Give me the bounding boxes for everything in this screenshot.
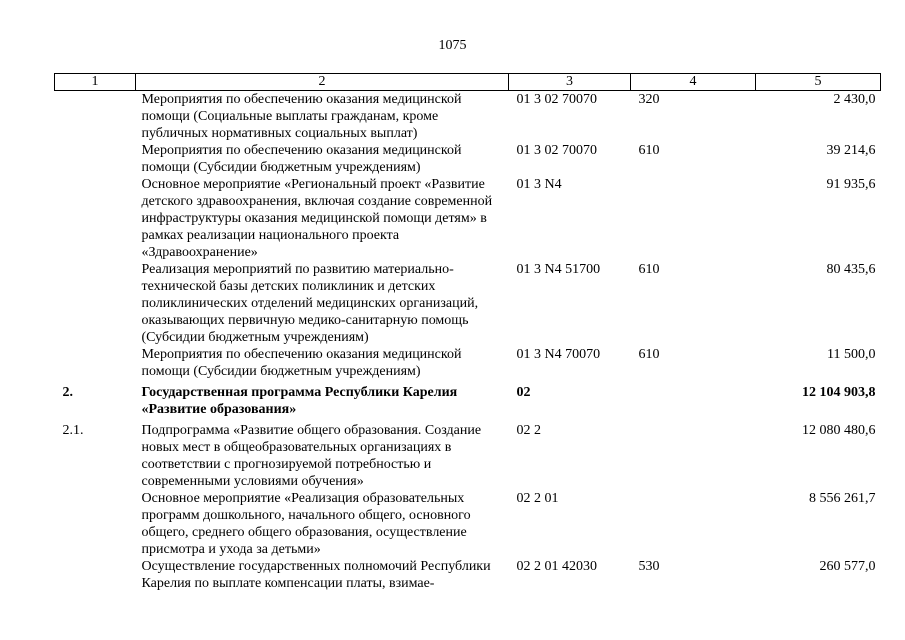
table-row xyxy=(55,490,881,558)
cell-code: 02 xyxy=(516,385,531,400)
table-row xyxy=(55,418,881,490)
cell-name: Основное мероприятие «Реализация образовательных программ дошкольного, начального общего, основного общего, среднего общего образования, осуществление присмотра и ухода за детьми» xyxy=(141,491,471,557)
header-col-2: 2 xyxy=(136,74,509,91)
cell-code: 02 2 xyxy=(516,423,541,438)
cell-name: Мероприятия по обеспечению оказания медицинской помощи (Субсидии бюджетным учреждениям) xyxy=(141,347,462,379)
cell-type xyxy=(631,418,756,490)
cell-num xyxy=(55,558,136,592)
cell-code: 01 3 N4 51700 xyxy=(516,262,601,277)
header-col-4: 4 xyxy=(631,74,756,91)
cell-amount: 2 430,0 xyxy=(833,92,876,107)
cell-name: Мероприятия по обеспечению оказания медицинской помощи (Социальные выплаты гражданам, кроме публичных нормативных социальных выплат) xyxy=(141,92,462,141)
cell-type: 610 xyxy=(638,262,660,277)
cell-num xyxy=(55,261,136,346)
cell-type xyxy=(631,380,756,418)
cell-name: Основное мероприятие «Региональный проект «Развитие детского здравоохранения, включая создание современной инфраструктуры оказания медицинской помощи детям» в рамках реализации национального проекта «Здравоохранение» xyxy=(141,177,493,260)
cell-num xyxy=(55,346,136,380)
cell-type xyxy=(631,490,756,558)
cell-name: Мероприятия по обеспечению оказания медицинской помощи (Субсидии бюджетным учреждениям) xyxy=(141,143,462,175)
header-col-5: 5 xyxy=(756,74,881,91)
table-row xyxy=(55,261,881,346)
cell-type: 320 xyxy=(638,92,660,107)
cell-num: 2. xyxy=(62,385,73,400)
table-body xyxy=(55,91,881,593)
cell-code: 01 3 N4 xyxy=(516,177,562,192)
cell-name: Реализация мероприятий по развитию материально-технической базы детских поликлиник и детских поликлинических отделений медицинских организаций, оказывающих первичную медико-санитарную помощь (Субсидии бюджетным учреждениям) xyxy=(141,262,479,345)
cell-type: 610 xyxy=(638,143,660,158)
cell-num xyxy=(55,490,136,558)
cell-type xyxy=(631,176,756,261)
cell-amount: 12 080 480,6 xyxy=(802,423,876,438)
cell-num xyxy=(55,91,136,143)
cell-num xyxy=(55,176,136,261)
cell-amount: 12 104 903,8 xyxy=(802,385,876,400)
cell-amount: 91 935,6 xyxy=(826,177,876,192)
cell-code: 01 3 02 70070 xyxy=(516,92,597,107)
cell-amount: 8 556 261,7 xyxy=(809,491,876,506)
cell-code: 02 2 01 xyxy=(516,491,559,506)
cell-type: 610 xyxy=(638,347,660,362)
cell-name: Государственная программа Республики Карелия «Развитие образования» xyxy=(141,385,458,417)
cell-type: 530 xyxy=(638,559,660,574)
cell-code: 01 3 02 70070 xyxy=(516,143,597,158)
header-col-1: 1 xyxy=(55,74,136,91)
table-row xyxy=(55,380,881,418)
cell-code: 01 3 N4 70070 xyxy=(516,347,601,362)
cell-amount: 11 500,0 xyxy=(827,347,876,362)
table-row xyxy=(55,558,881,592)
cell-code: 02 2 01 42030 xyxy=(516,559,597,574)
table-row xyxy=(55,346,881,380)
cell-name: Осуществление государственных полномочий Республики Карелия по выплате компенсации платы, взимае- xyxy=(141,559,491,591)
cell-amount: 260 577,0 xyxy=(819,559,876,574)
budget-table xyxy=(54,73,881,592)
cell-name: Подпрограмма «Развитие общего образования. Создание новых мест в общеобразовательных организациях в соответствии с прогнозируемой потребностью и современными условиями обучения» xyxy=(141,423,482,489)
cell-num: 2.1. xyxy=(62,423,84,438)
cell-amount: 80 435,6 xyxy=(826,262,876,277)
header-col-3: 3 xyxy=(509,74,631,91)
table-row xyxy=(55,91,881,143)
header-row xyxy=(55,74,881,91)
cell-amount: 39 214,6 xyxy=(826,143,876,158)
cell-num xyxy=(55,142,136,176)
table-header xyxy=(55,74,881,91)
table-row xyxy=(55,142,881,176)
table-row xyxy=(55,176,881,261)
page-number: 1075 xyxy=(438,38,467,53)
